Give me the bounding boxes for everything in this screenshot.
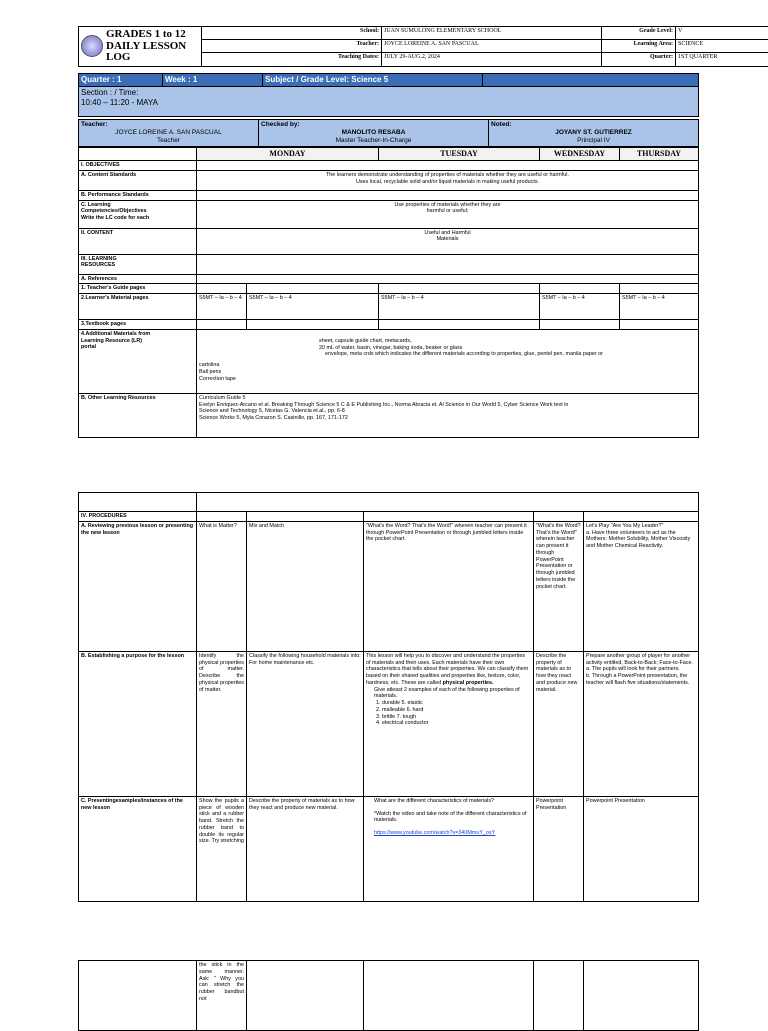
other-line-2: Evelyn Enriquez-Arcano et al. Breaking Through Science 5 C & E Publishing Inc., Norma Abracia et. Al Science in Our World 5, Cyber Science Work text in bbox=[199, 402, 696, 409]
proc-c-monday: Show the pupils a piece of wooden stick and a rubber band. Stretch the rubber band to double its regular size. Try stretching bbox=[197, 796, 247, 901]
day-tuesday: TUESDAY bbox=[379, 148, 540, 161]
references-label: A. References bbox=[79, 274, 197, 284]
learning-resources-label bbox=[79, 254, 197, 274]
textbook-label: 3.Textbook pages bbox=[79, 320, 197, 330]
proc-b-label: B. Establishing a purpose for the lesson bbox=[79, 651, 197, 796]
lm-monday: S5MT – Ia – b – 4 bbox=[197, 294, 247, 320]
proc-b-wed-instruction: Give atleast 2 examples of each of the following properties of materials. bbox=[366, 687, 531, 701]
content-line-2: Materials bbox=[199, 236, 696, 243]
other-line-4: Science Works 5, Myla Corazon S. Casinillo, pp. 167, 171-172 bbox=[199, 415, 696, 422]
proc-a-wednesday: "What's the Word? That's the Word!" wherein teacher can present it through PowerPoint Presentation or through jumbled letters inside the pocket chart. bbox=[364, 521, 534, 651]
proc-a-label: A. Reviewing previous lesson or presenting the new lesson bbox=[79, 521, 197, 651]
competencies bbox=[197, 200, 699, 228]
procedures-label: IV. PROCEDURES bbox=[79, 512, 197, 522]
header-table bbox=[78, 26, 768, 67]
other-line-3: Science and Technology 5, Nicetas G. Valencia et.al., pp. 6-8 bbox=[199, 408, 696, 415]
deped-seal-icon bbox=[81, 35, 103, 57]
grade-value: V bbox=[676, 27, 768, 40]
school-label: School: bbox=[202, 27, 382, 40]
content bbox=[197, 228, 699, 254]
area-value: SCIENCE bbox=[676, 40, 768, 53]
content-line-1: Useful and Harmful bbox=[199, 230, 696, 237]
section-label: Section : / Time: bbox=[81, 88, 696, 98]
lm-tuesday: S5MT – Ia – b – 4 bbox=[247, 294, 379, 320]
add-label-1: 4.Additional Materials from bbox=[81, 331, 194, 338]
proc-b-monday: Identify the physical properties of matter. Describe the physical properties of matter. bbox=[197, 651, 247, 796]
noted-label: Noted: bbox=[491, 121, 696, 129]
lc-line-2: harmful or useful; bbox=[199, 208, 696, 215]
quarter-banner: Quarter : 1 bbox=[79, 73, 163, 86]
grade-label: Grade Level: bbox=[602, 27, 676, 40]
add-line-4: cartolina bbox=[199, 362, 696, 369]
learners-material-label: 2.Learner's Material pages bbox=[79, 294, 197, 320]
subject-banner bbox=[78, 73, 699, 117]
proc-b-wed-text: This lesson will help you to discover and understand the properties of materials and their uses. Each materials have their own characteristics that tells about their properties. We can classify them based on their shared qualities and properties like, texture, color, hardness, etc. These are called bbox=[366, 653, 528, 686]
noted-role: Principal IV bbox=[491, 137, 696, 145]
proc-c-wednesday bbox=[364, 796, 534, 901]
proc-b-fri-3: b. Through a PowerPoint presentation, the teacher will flash five situations/statements. bbox=[586, 673, 696, 687]
logo-line-2: DAILY LESSON LOG bbox=[106, 41, 199, 64]
proc-b-wed-list-2: 2. malleable 6. hard bbox=[366, 707, 531, 714]
logo-cell bbox=[79, 27, 202, 67]
performance-standards-label: B. Performance Standards bbox=[79, 190, 197, 200]
proc-a-thursday: "What's the Word? That's the Word!" wherein teacher can present it through PowerPoint Presentation or through jumbled letters inside the pocket chart. bbox=[534, 521, 584, 651]
checked-name: MANOLITO RESABA bbox=[261, 129, 486, 137]
add-line-6: Correction tape bbox=[199, 376, 696, 383]
proc-b-wednesday bbox=[364, 651, 534, 796]
header-block bbox=[78, 26, 698, 438]
proc-b-friday bbox=[584, 651, 699, 796]
content-std-line-1: The learners demonstrate understanding of properties of materials whether they are useful or harmful. bbox=[199, 172, 696, 179]
additional-materials-label bbox=[79, 329, 197, 393]
lesson-table bbox=[78, 147, 699, 438]
checked-role: Master Teacher-In-Charge bbox=[261, 137, 486, 145]
day-thursday: THURSDAY bbox=[620, 148, 699, 161]
proc-a-friday bbox=[584, 521, 699, 651]
lc-label-2: Competencies/Objectives bbox=[81, 208, 194, 215]
teachers-guide-label: 1. Teacher's Guide pages bbox=[79, 284, 197, 294]
proc-b-fri-2: a. The pupils will look for their partners. bbox=[586, 666, 696, 673]
day-wednesday: WEDNESDAY bbox=[540, 148, 620, 161]
quarter-value: 1ST QUARTER bbox=[676, 53, 768, 67]
proc-c-label: C. Presentingexamples/instances of the new lesson bbox=[79, 796, 197, 901]
proc-b-wed-list-1: 1. durable 5. elastic bbox=[366, 700, 531, 707]
proc-b-thursday: Describe the property of materials as to how they react and produce new material. bbox=[534, 651, 584, 796]
proc-b-wed-list-3: 3. brittle 7. tough bbox=[366, 714, 531, 721]
dates-label: Teaching Dates: bbox=[202, 53, 382, 67]
subject-banner-text: Subject / Grade Level: Science 5 bbox=[263, 73, 483, 86]
quarter-label: Quarter: bbox=[602, 53, 676, 67]
cont-monday: the stick in the same manner. Ask: " Why you can stretch the rubber bandbut not bbox=[197, 961, 247, 1031]
noted-name: JOYANY ST. GUTIERREZ bbox=[491, 129, 696, 137]
procedures-table bbox=[78, 492, 699, 902]
noted-signatory bbox=[489, 119, 699, 146]
add-label-2: Learning Resource (LR) bbox=[81, 338, 194, 345]
area-label: Learning Area: bbox=[602, 40, 676, 53]
resources-label-1: III. LEARNING bbox=[81, 256, 194, 263]
teacher-label: Teacher: bbox=[202, 40, 382, 53]
lc-line-1: Use properties of materials whether they are bbox=[199, 202, 696, 209]
other-resources bbox=[197, 393, 699, 437]
signatories bbox=[78, 119, 699, 147]
competencies-label bbox=[79, 200, 197, 228]
content-std-line-2: Uses local, recyclable solid and/or liquid materials in making useful products. bbox=[199, 179, 696, 186]
week-banner: Week : 1 bbox=[163, 73, 263, 86]
checked-label: Checked by: bbox=[261, 121, 486, 129]
lm-wednesday: S5MT – Ia – b – 4 bbox=[379, 294, 540, 320]
add-label-3: portal bbox=[81, 344, 194, 351]
lm-friday: S5MT – Ia – b – 4 bbox=[620, 294, 699, 320]
proc-b-wed-bold: physical properties. bbox=[443, 680, 494, 686]
teacher-value: JOYCE LOREINE A. SAN PASCUAL bbox=[382, 40, 602, 53]
day-monday: MONDAY bbox=[197, 148, 379, 161]
proc-c-friday: Powerpoint Presentation bbox=[584, 796, 699, 901]
school-value: JUAN SUMULONG ELEMENTARY SCHOOL bbox=[382, 27, 602, 40]
add-line-2: 20 mL of water, basin, vinegar, baking soda, beaker or glass bbox=[199, 345, 696, 352]
additional-materials bbox=[197, 329, 699, 393]
time-value: 10:40 – 11:20 - MAYA bbox=[81, 98, 696, 108]
proc-c-wed-1: What are the different characteristics of materials? bbox=[366, 798, 531, 805]
proc-b-wed-list-4: 4. electrical conductor bbox=[366, 720, 531, 727]
proc-b-fri-1: Prepare another group of player for another activity entitled, Back-to-Back; Face-to-Face. bbox=[586, 653, 696, 667]
proc-c-thursday: Powerpoint Presentation bbox=[534, 796, 584, 901]
teacher-sig-name: JOYCE LOREINE A. SAN PASCUAL bbox=[81, 129, 256, 137]
logo-line-1: GRADES 1 to 12 bbox=[106, 29, 199, 41]
add-line-3: envelope, meta crds which indicates the different materials according to properties, glue, pentel pen, manila paper or bbox=[199, 351, 696, 358]
resources-label-2: RESOURCES bbox=[81, 262, 194, 269]
procedures-block bbox=[78, 492, 698, 902]
proc-a-tuesday: Mix and Match bbox=[247, 521, 364, 651]
content-standards bbox=[197, 170, 699, 190]
proc-c-wed-2: *Watch the video and take note of the different characteristics of materials. bbox=[366, 811, 531, 825]
proc-c-tuesday: Describe the property of materials as to how they react and produce new material. bbox=[247, 796, 364, 901]
proc-b-tuesday: Classify the following household materials into: For home maintenance etc. bbox=[247, 651, 364, 796]
teacher-sig-role: Teacher bbox=[81, 137, 256, 145]
video-link[interactable]: https://www.youtube.com/watch?v=340MmuY_osY bbox=[366, 830, 531, 837]
lm-thursday: S5MT – Ia – b – 4 bbox=[540, 294, 620, 320]
checked-signatory bbox=[259, 119, 489, 146]
proc-a-monday: What is Matter? bbox=[197, 521, 247, 651]
teacher-sig-label: Teacher: bbox=[81, 121, 256, 129]
other-resources-label: B. Other Learning Resources bbox=[79, 393, 197, 437]
proc-a-fri-1: Let's Play "Are You My Leader?" bbox=[586, 523, 696, 530]
other-line-1: Curriculum Guide 5 bbox=[199, 395, 696, 402]
section-time bbox=[79, 86, 699, 116]
objectives-label: I. OBJECTIVES bbox=[79, 161, 197, 171]
lc-label-3: Write the LC code for each bbox=[81, 215, 194, 222]
continuation-table bbox=[78, 960, 699, 1031]
content-standards-label: A. Content Standards bbox=[79, 170, 197, 190]
lc-label-1: C. Learning bbox=[81, 202, 194, 209]
add-line-5: Ball pens bbox=[199, 369, 696, 376]
proc-a-fri-2: a. Have three volunteers to act as the Mothers: Mother Solubility, Mother Viscosity and Mother Chemical Reactivity. bbox=[586, 530, 696, 550]
teacher-signatory bbox=[79, 119, 259, 146]
continuation-block bbox=[78, 960, 698, 1031]
add-line-1: sheet, capsule guide chart, metacards, bbox=[199, 338, 696, 345]
content-label: II. CONTENT bbox=[79, 228, 197, 254]
dates-value: JULY 29-AUG.2, 2024 bbox=[382, 53, 602, 67]
